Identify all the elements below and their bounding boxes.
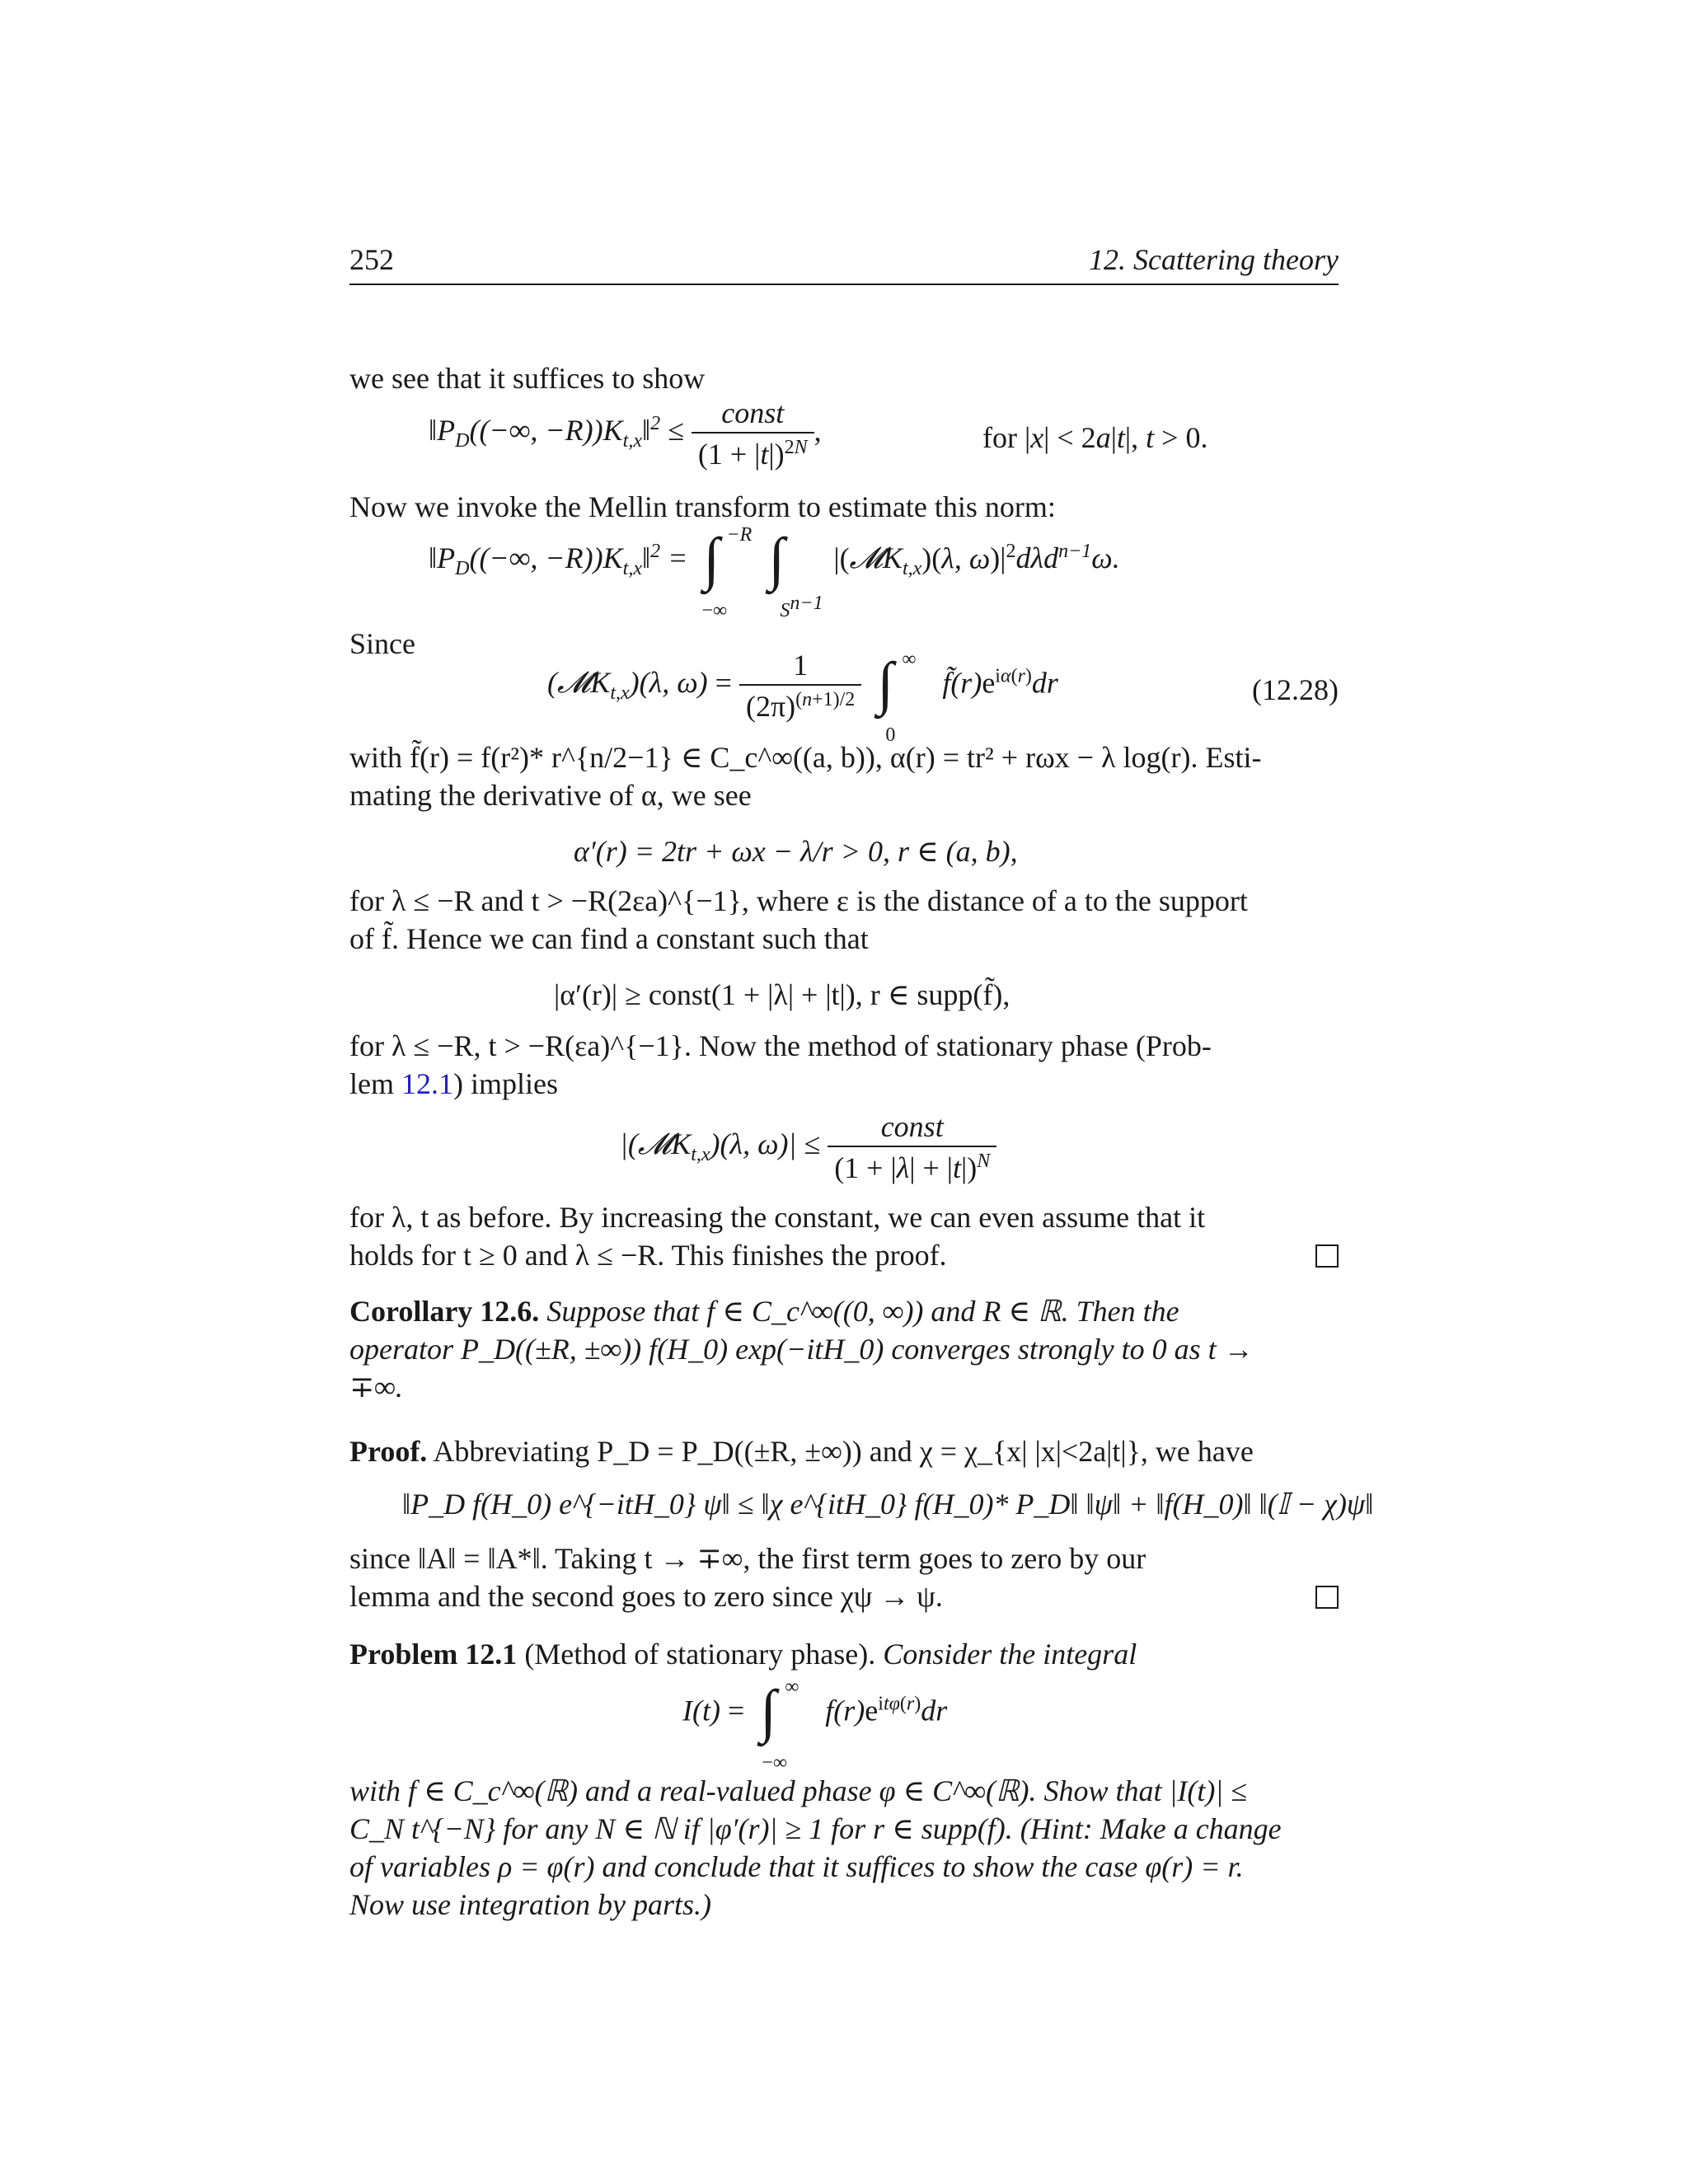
proof-label: Proof. bbox=[349, 1435, 428, 1468]
equation-number-12-28: (12.28) bbox=[1252, 673, 1339, 706]
equation-6-fraction bbox=[828, 1108, 996, 1187]
paragraph-2: Now we invoke the Mellin transform to estimate this norm: bbox=[349, 490, 1056, 523]
paragraph-6-line-1: for λ ≤ −R, t > −R(εa)^{−1}. Now the method of stationary phase (Prob- bbox=[349, 1029, 1212, 1062]
corollary-12-6-line-2: operator P_D((±R, ±∞)) f(H_0) exp(−itH_0) converges strongly to 0 as t → bbox=[349, 1333, 1254, 1366]
equation-4: α′(r) = 2tr + ωx − λ/r > 0, r ∈ (a, b), bbox=[574, 835, 1018, 868]
equation-5: |α′(r)| ≥ const(1 + |λ| + |t|), r ∈ supp(f̃), bbox=[554, 978, 1010, 1011]
equation-1-denominator: $(1 + |t|)^{2N}$ bbox=[692, 432, 814, 473]
paragraph-6-suffix: ) implies bbox=[452, 1067, 558, 1100]
header-rule bbox=[349, 284, 1339, 285]
equation-1-condition: for |x| < 2a|t|, t > 0. bbox=[982, 421, 1208, 454]
paragraph-6-prefix: lem bbox=[349, 1067, 401, 1100]
paragraph-4-line-1: with f̃(r) = f(r²)* r^{n/2−1} ∈ C_c^∞((a, b)), α(r) = tr² + rωx − λ log(r). Esti- bbox=[349, 741, 1262, 774]
problem-line-1: with f ∈ C_c^∞(ℝ) and a real-valued phase φ ∈ C^∞(ℝ). Show that |I(t)| ≤ bbox=[349, 1774, 1248, 1807]
paragraph-7-line-1: for λ, t as before. By increasing the constant, we can even assume that it bbox=[349, 1201, 1206, 1234]
problem-title: (Method of stationary phase). bbox=[524, 1638, 876, 1671]
corollary-text-1: Suppose that f ∈ C_c^∞((0, ∞)) and R ∈ ℝ. Then the bbox=[546, 1295, 1179, 1328]
chapter-title: 12. Scattering theory bbox=[1089, 243, 1339, 276]
paragraph-1: we see that it suffices to show bbox=[349, 362, 706, 395]
paragraph-5-line-1: for λ ≤ −R and t > −R(2εa)^{−1}, where ε is the distance of a to the support bbox=[349, 884, 1248, 917]
corollary-label: Corollary 12.6. bbox=[349, 1295, 540, 1328]
qed-square-2 bbox=[1315, 1586, 1339, 1609]
equation-12-28-numerator: 1 bbox=[793, 649, 809, 682]
equation-12-28-denominator: $(2\pi)^{(n+1)/2}$ bbox=[739, 684, 861, 725]
paragraph-4-line-2: mating the derivative of α, we see bbox=[349, 779, 752, 812]
equation-6-numerator: const bbox=[880, 1110, 944, 1143]
paragraph-7-line-2: holds for t ≥ 0 and λ ≤ −R. This finishes the proof. bbox=[349, 1239, 947, 1272]
proof-line-2: since ‖A‖ = ‖A*‖. Taking t → ∓∞, the first term goes to zero by our bbox=[349, 1542, 1146, 1575]
problem-equation: I(t) = ∫ ∞ −∞ $f(r)e^{it\varphi(r)}dr$ bbox=[682, 1676, 948, 1774]
page-number: 252 bbox=[349, 243, 394, 276]
corollary-12-6-line-3: ∓∞. bbox=[349, 1371, 403, 1404]
paragraph-6-line-2 bbox=[349, 1065, 558, 1103]
problem-intro: Consider the integral bbox=[883, 1638, 1137, 1671]
equation-1-lhs: $‖P_D((-\infty$, $-R))K_{t,x}‖^2$ ≤ bbox=[429, 413, 684, 452]
equation-6: |(𝓜K$_{t,x}$)(λ, ω)| ≤ $\frac{\text{const}}{(1 + |\lambda| + |t|)^N}$ bbox=[620, 1108, 996, 1198]
equation-12-28: (𝓜K$_{t,x}$)(λ, ω) = $\frac{1}{(2\pi)^{(n+1)/2}}$ ∫ ∞ 0 $f̃(r)e^{i\alpha(r)}dr$ bbox=[547, 646, 1058, 737]
problem-12-1-header bbox=[349, 1635, 1137, 1673]
paragraph-5-line-2: of f̃. Hence we can find a constant such that bbox=[349, 922, 869, 955]
equation-1-fraction bbox=[692, 394, 814, 473]
equation-1: $‖P_D((-\infty$, $-R))K_{t,x}‖^2$ ≤ $\frac{\text{const}}{(1 + |t|)^{2N}}$ , bbox=[429, 394, 822, 485]
problem-line-4: Now use integration by parts.) bbox=[349, 1888, 711, 1921]
equation-6-denominator: $(1 + |\lambda| + |t|)^N$ bbox=[828, 1146, 996, 1187]
problem-label: Problem 12.1 bbox=[349, 1638, 518, 1671]
equation-1-numerator: const bbox=[721, 396, 785, 429]
problem-12-1-link[interactable]: 12.1 bbox=[401, 1067, 453, 1100]
proof-text-1: Abbreviating P_D = P_D((±R, ±∞)) and χ = χ_{x| |x|<2a|t|}, we have bbox=[433, 1435, 1254, 1468]
qed-square-1 bbox=[1315, 1244, 1339, 1268]
equation-12-28-fraction bbox=[739, 646, 861, 725]
proof-line-1 bbox=[349, 1432, 1254, 1470]
problem-line-2: C_N t^{−N} for any N ∈ ℕ if |φ′(r)| ≥ 1 for r ∈ supp(f). (Hint: Make a change bbox=[349, 1812, 1282, 1845]
problem-line-3: of variables ρ = φ(r) and conclude that it suffices to show the case φ(r) = r. bbox=[349, 1850, 1244, 1883]
corollary-12-6-line-1 bbox=[349, 1292, 1179, 1330]
proof-line-3: lemma and the second goes to zero since χψ → ψ. bbox=[349, 1580, 943, 1613]
equation-2: $‖P_D((-\infty$, $-R))K_{t,x}‖^2$ = ∫ −R −∞ ∫ $S^{n-1}$ |(𝓜K$_{t,x}$)(λ, $\omega)|^2d\lambda d^{n-1}\omega$. bbox=[429, 524, 1120, 621]
paragraph-3: Since bbox=[349, 627, 415, 660]
proof-equation: ‖P_D f(H_0) e^{−itH_0} ψ‖ ≤ ‖χ e^{itH_0} f(H_0)* P_D‖ ‖ψ‖ + ‖f(H_0)‖ ‖(𝕀 − χ)ψ‖ bbox=[402, 1488, 1374, 1521]
